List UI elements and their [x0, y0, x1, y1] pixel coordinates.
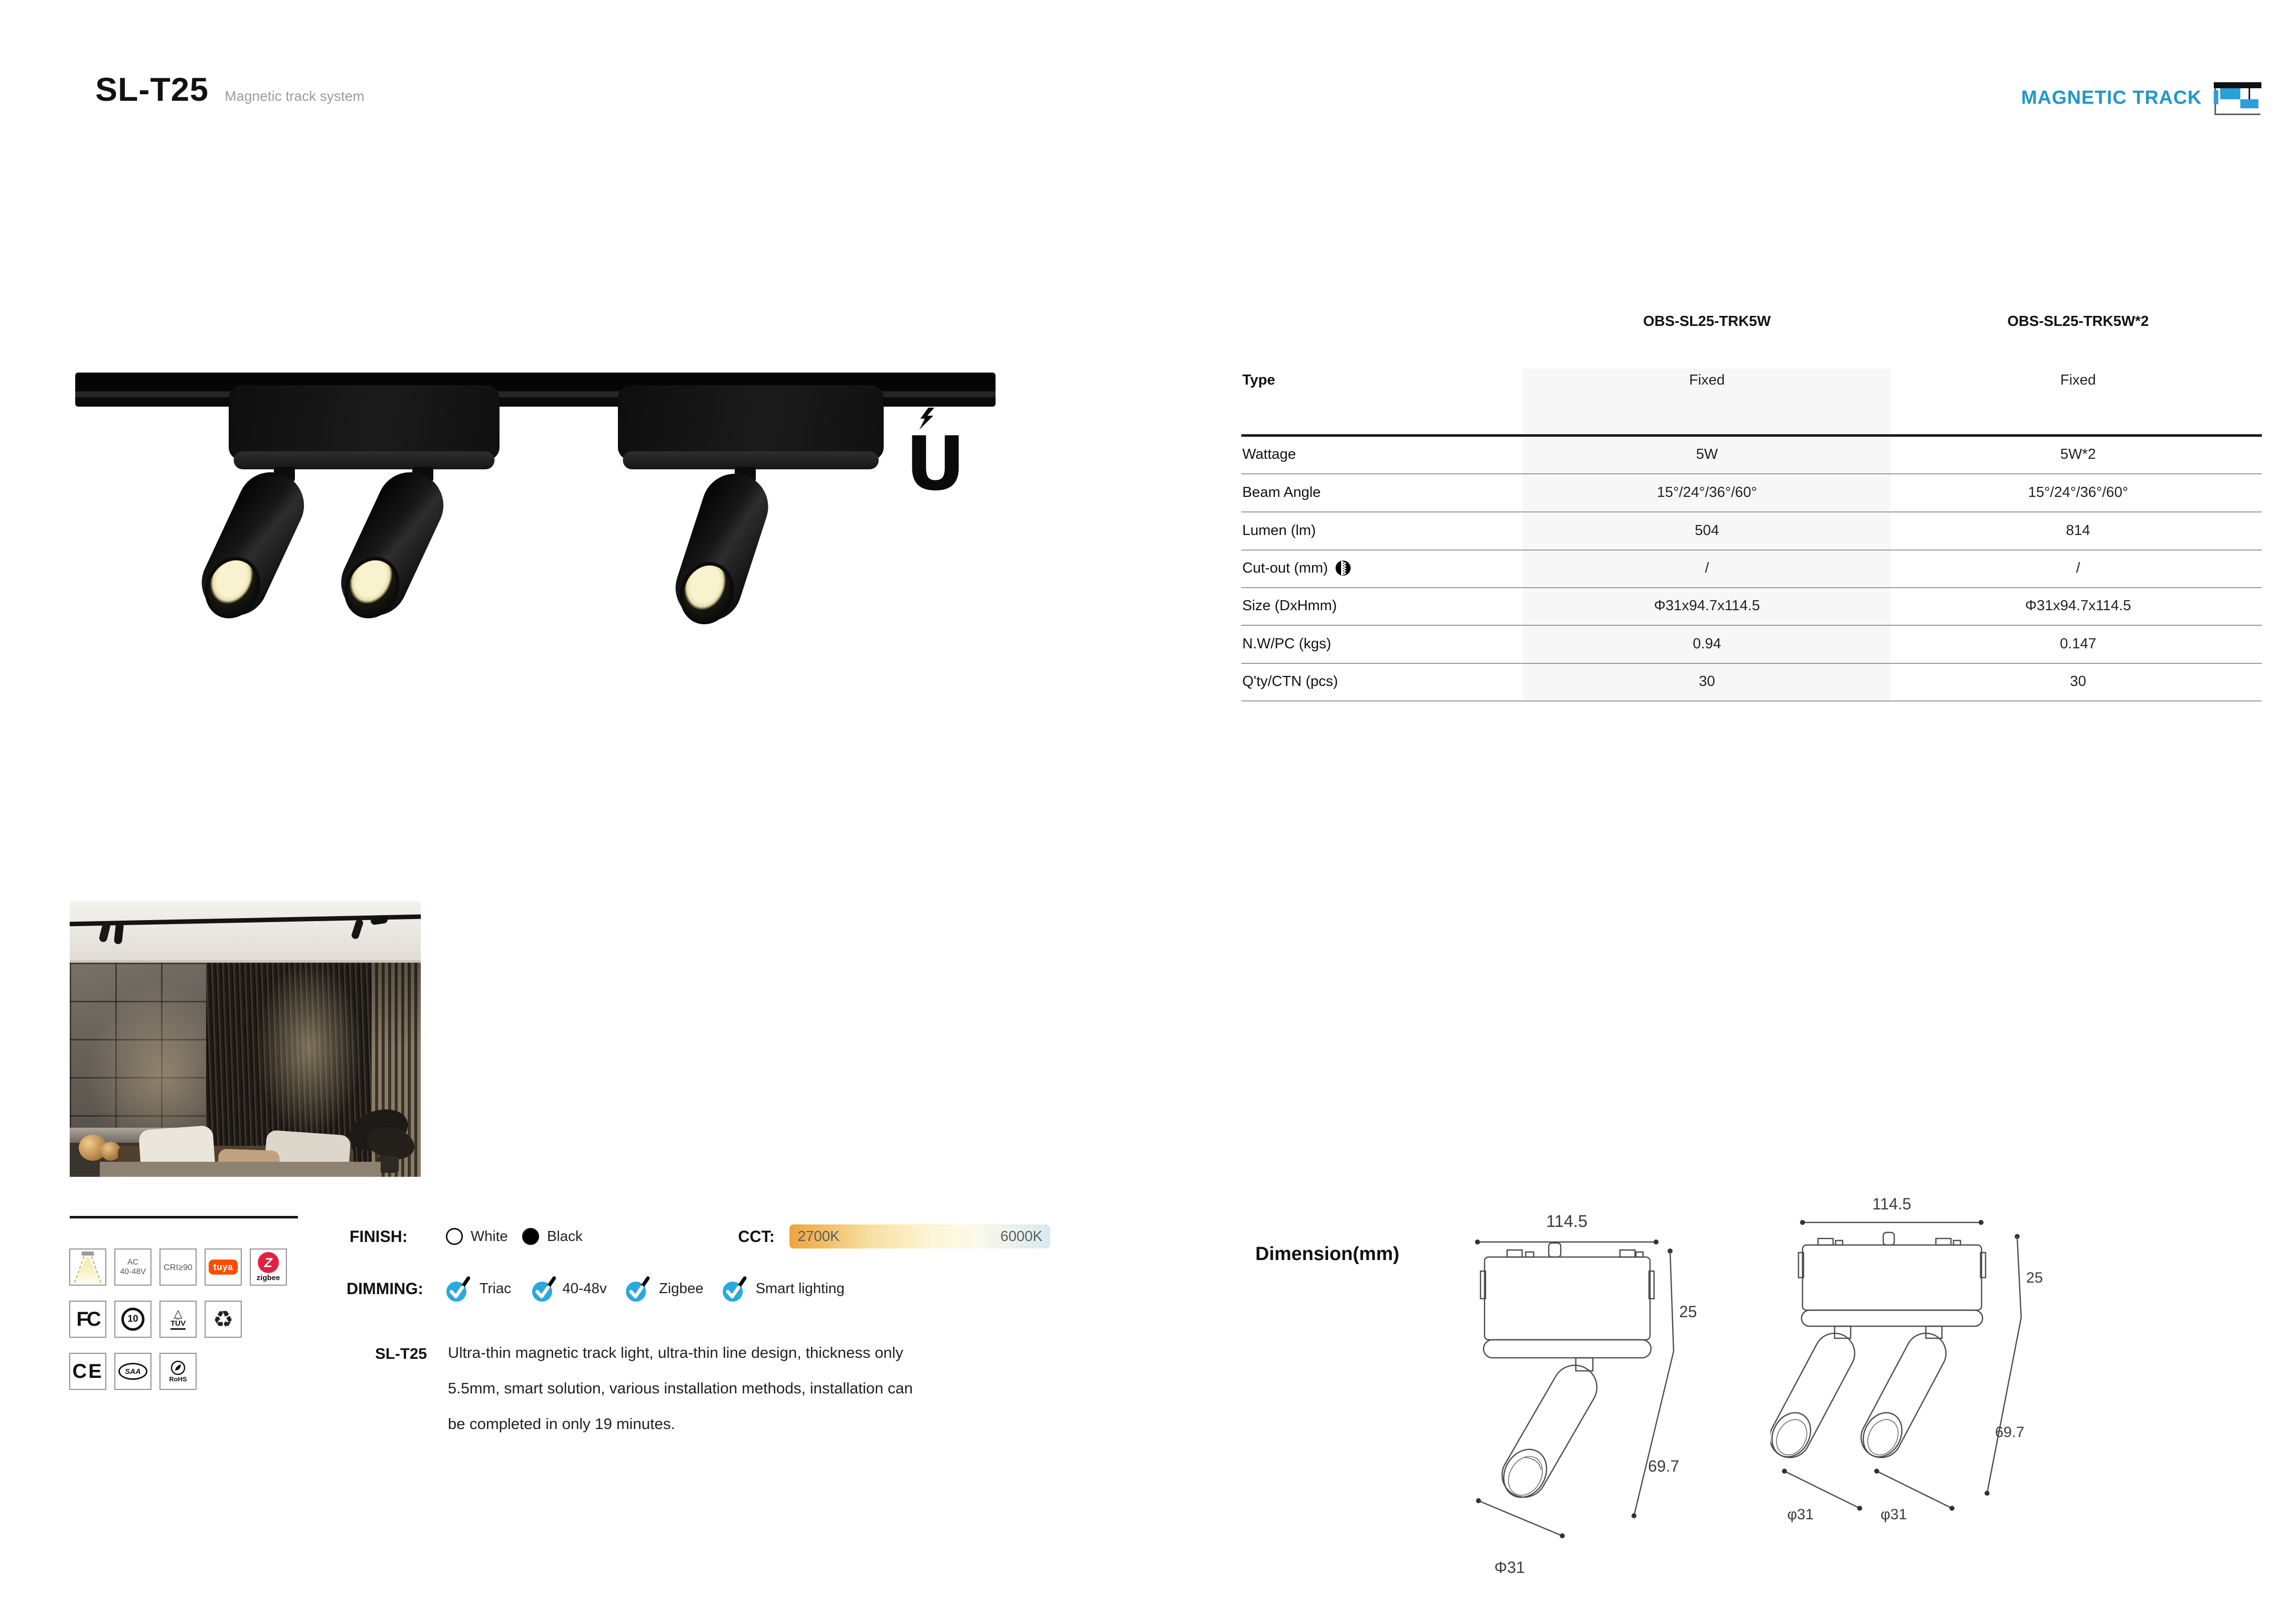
description-line: be completed in only 19 minutes.	[448, 1415, 676, 1433]
table-divider	[1241, 700, 2262, 701]
description-line: 5.5mm, smart solution, various installation methods, installation can	[448, 1379, 913, 1397]
dimension-label: Dimension(mm)	[1255, 1243, 1400, 1265]
table-row-label: Size (DxHmm)	[1242, 598, 1337, 614]
svg-text:Φ31: Φ31	[1494, 1558, 1525, 1576]
description-line: Ultra-thin magnetic track light, ultra-thin line design, thickness only	[448, 1344, 904, 1361]
svg-text:φ31: φ31	[1787, 1506, 1814, 1523]
finish-cct-row	[350, 1221, 1102, 1252]
svg-text:25: 25	[1679, 1303, 1697, 1321]
table-cell: Φ31x94.7x114.5	[1654, 598, 1760, 614]
page-subtitle: Magnetic track system	[225, 88, 365, 104]
table-cell: Φ31x94.7x114.5	[2025, 598, 2131, 614]
finish-black-swatch	[522, 1228, 539, 1245]
recycle-icon: ♻	[205, 1301, 242, 1338]
check-icon	[624, 1274, 652, 1304]
table-divider	[1241, 473, 2262, 474]
photo-plant-pot	[378, 1156, 399, 1173]
finish-label: FINISH:	[350, 1227, 408, 1246]
spotlight	[331, 461, 454, 626]
saa-icon: SAA	[114, 1353, 151, 1390]
section-divider	[70, 1216, 298, 1218]
magnet-u-glyph: U	[905, 421, 966, 507]
table-row-label: Cut-out (mm)	[1242, 559, 1351, 577]
dimming-label: DIMMING:	[347, 1279, 423, 1298]
table-row-label: Wattage	[1242, 446, 1296, 462]
table-cell: 0.94	[1693, 636, 1721, 652]
cri-icon: CRI≥90	[159, 1249, 197, 1286]
table-column-header: OBS-SL25-TRK5W	[1643, 313, 1771, 329]
dimension-drawing-single	[1454, 1201, 1715, 1597]
dimming-option-label: Zigbee	[659, 1280, 704, 1297]
dimming-row	[347, 1273, 1099, 1305]
ac-voltage-icon: AC 40-48V	[114, 1249, 151, 1286]
check-icon	[530, 1274, 558, 1304]
china-rohs-10-icon: 10	[114, 1301, 151, 1338]
page-header	[95, 70, 365, 108]
cct-max: 6000K	[1000, 1228, 1043, 1245]
magnetic-track-icon	[2214, 79, 2261, 116]
dimming-option-label: Triac	[479, 1280, 512, 1297]
table-divider	[1241, 587, 2262, 588]
description-text	[448, 1335, 913, 1442]
svg-text:φ31: φ31	[1880, 1506, 1907, 1523]
leaf-icon	[171, 1360, 186, 1375]
cutout-ruler-icon	[1335, 560, 1351, 576]
spotlight-lens	[335, 548, 409, 627]
svg-text:69.7: 69.7	[1648, 1457, 1680, 1475]
table-cell: /	[1705, 560, 1709, 576]
zigbee-icon: Z zigbee	[250, 1249, 287, 1286]
table-row-label: Q'ty/CTN (pcs)	[1242, 673, 1338, 689]
table-cell: 504	[1695, 522, 1719, 539]
tuya-icon: tuya	[205, 1249, 242, 1286]
finish-white-swatch	[446, 1228, 463, 1245]
product-visual	[75, 373, 996, 653]
table-row-label: N.W/PC (kgs)	[1242, 636, 1332, 652]
beam-angle-icon	[69, 1249, 106, 1286]
ce-icon: CE	[69, 1353, 106, 1390]
finish-option-label: Black	[547, 1228, 583, 1245]
table-cell: 5W*2	[2060, 446, 2096, 462]
fcc-icon: FC	[69, 1301, 106, 1338]
cct-min: 2700K	[797, 1228, 840, 1245]
spotlight	[191, 461, 315, 626]
table-cell: 15°/24°/36°/60°	[1657, 484, 1757, 500]
module-cap	[234, 451, 495, 469]
svg-text:25: 25	[2026, 1270, 2043, 1286]
application-photo	[70, 901, 421, 1177]
table-cell: 0.147	[2060, 636, 2096, 652]
dimension-drawing-double	[1770, 1192, 2061, 1543]
photo-sofa-seat	[100, 1162, 381, 1177]
table-row-label: Beam Angle	[1242, 484, 1321, 500]
brand-block	[2021, 79, 2261, 116]
brand-label: MAGNETIC TRACK	[2021, 87, 2202, 108]
rohs-icon: RoHS	[159, 1353, 197, 1390]
table-cell: Fixed	[1689, 372, 1725, 388]
table-row-label: Lumen (lm)	[1242, 522, 1316, 539]
table-divider	[1241, 625, 2262, 626]
finish-option-label: White	[470, 1228, 508, 1245]
table-divider	[1241, 550, 2262, 551]
check-icon	[444, 1274, 472, 1304]
dimming-option-label: Smart lighting	[755, 1280, 845, 1297]
table-cell: /	[2076, 560, 2080, 576]
table-divider	[1241, 663, 2262, 664]
table-row-label: Type	[1242, 372, 1275, 388]
table-cell: 5W	[1696, 446, 1718, 462]
spotlight-lens	[672, 555, 742, 632]
table-cell: 30	[2070, 673, 2086, 689]
table-divider	[1241, 434, 2262, 437]
page-title: SL-T25	[95, 71, 209, 108]
table-column-header: OBS-SL25-TRK5W*2	[2007, 313, 2149, 329]
table-cell: 15°/24°/36°/60°	[2028, 484, 2128, 500]
svg-text:69.7: 69.7	[1995, 1424, 2025, 1441]
table-cell: 30	[1699, 673, 1715, 689]
cct-label: CCT:	[738, 1227, 775, 1246]
cct-gradient-bar	[789, 1224, 1050, 1249]
svg-text:114.5: 114.5	[1872, 1195, 1911, 1213]
tuv-icon: △ TÜV	[159, 1301, 197, 1338]
spotlight-lens	[195, 548, 270, 627]
magnet-icon	[905, 408, 966, 508]
description-model: SL-T25	[375, 1345, 427, 1362]
table-divider	[1241, 511, 2262, 512]
svg-text:114.5: 114.5	[1546, 1212, 1588, 1231]
spotlight	[667, 465, 777, 630]
dimming-option-label: 40-48v	[562, 1280, 607, 1297]
table-cell: 814	[2066, 522, 2090, 539]
track-module-single	[618, 385, 884, 460]
track-module-double	[229, 385, 500, 460]
table-cell: Fixed	[2060, 372, 2096, 388]
check-icon	[721, 1274, 749, 1304]
